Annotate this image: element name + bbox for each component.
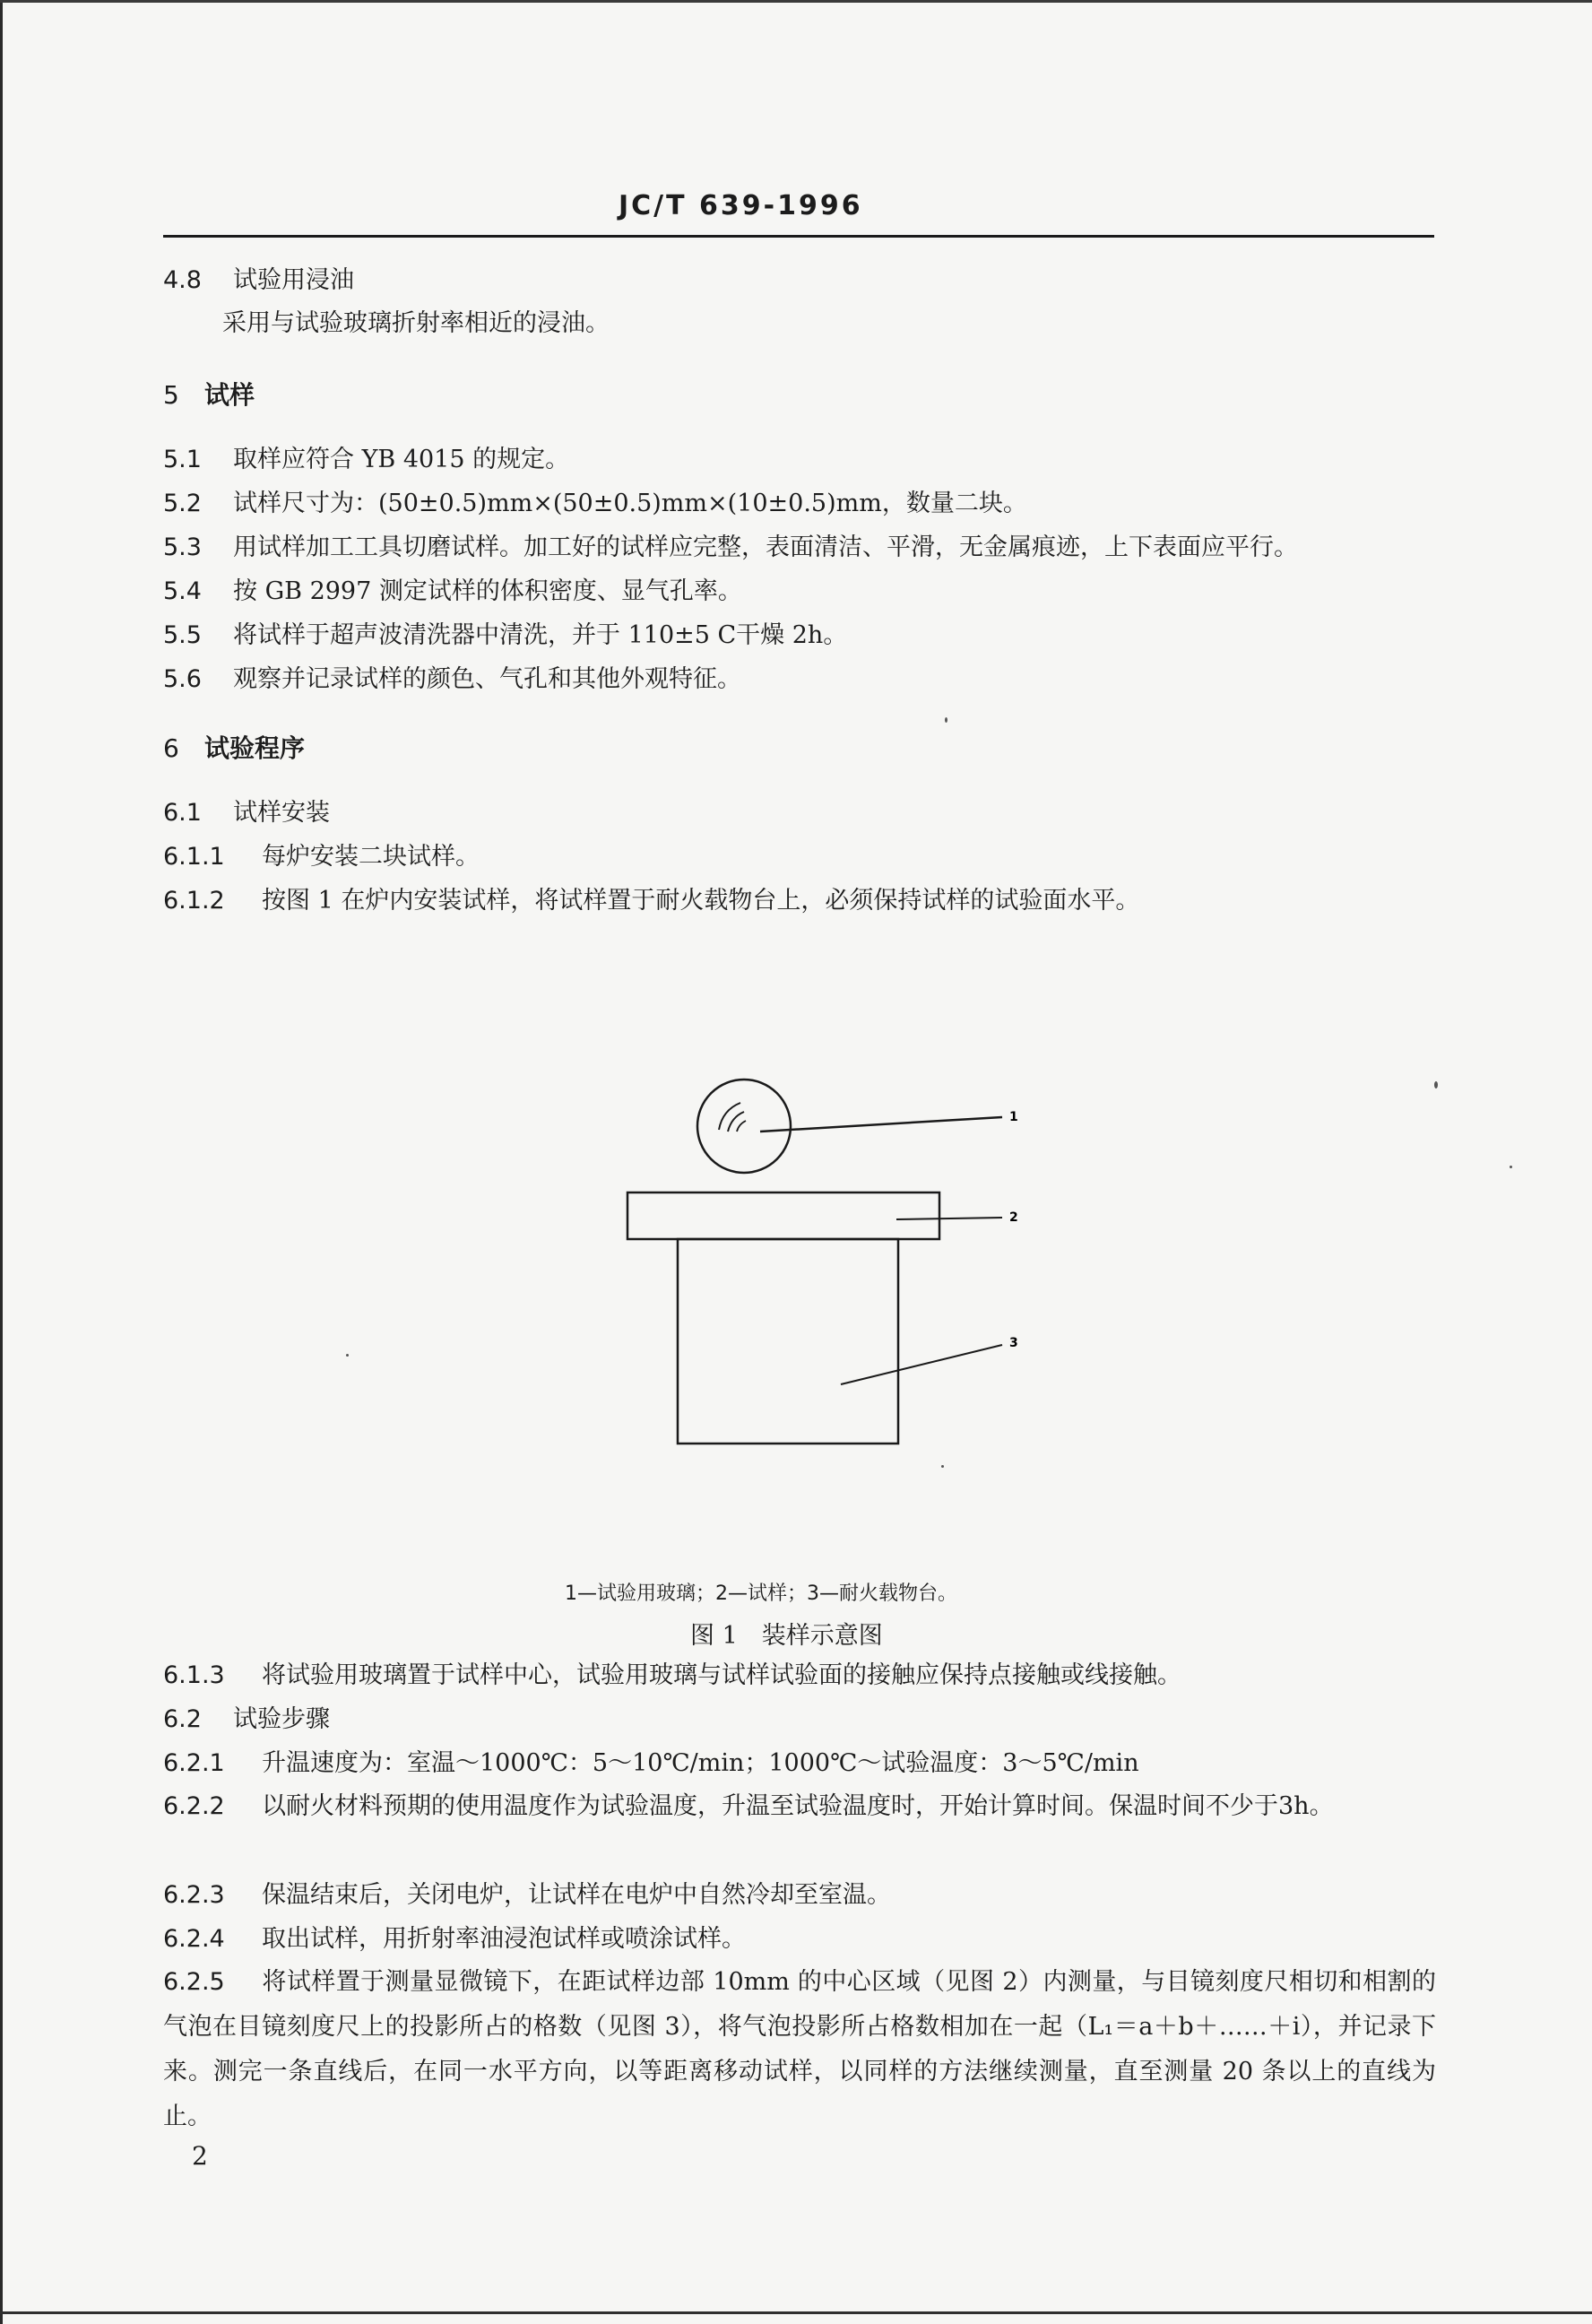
- refractory-stage: [678, 1239, 898, 1444]
- leader-line-1: [760, 1117, 1002, 1132]
- figure-legend: 1—试验用玻璃；2—试样；3—耐火载物台。: [565, 1583, 957, 1605]
- section-5-3: [163, 533, 1298, 563]
- page-edge: [0, 0, 3, 2324]
- section-text: 将试样于超声波清洗器中清洗，并于 110±5 C干燥 2h。: [233, 621, 848, 649]
- section-text: 将试样置于测量显微镜下，在距试样边部 10mm 的中心区域（见图 2）内测量，与目镜刻度尺相切和相割的气泡在目镜刻度尺上的投影所占的格数（见图 3），将气泡投影所占格数相加在一起（L₁＝a＋b＋……＋i），并记录下来。测完一条直线后，在同一水平方向，以等距离移动试样，以同样的方法继续测量，直至测量 20 条以上的直线为止。: [163, 1968, 1436, 2130]
- section-text: 取出试样，用折射率油浸泡试样或喷涂试样。: [262, 1925, 746, 1953]
- section-text: 按 GB 2997 测定试样的体积密度、显气孔率。: [233, 577, 742, 605]
- section-text: 以耐火材料预期的使用温度作为试验温度，升温至试验温度时，开始计算时间。保温时间不少于3h。: [262, 1792, 1334, 1820]
- section-6-2: [163, 1704, 330, 1735]
- section-number: 5: [163, 380, 179, 410]
- figure-caption: 图 1 装样示意图: [690, 1622, 883, 1650]
- scan-speck: [346, 1354, 349, 1357]
- section-6-1-1: [163, 842, 480, 872]
- section-number: 6: [163, 733, 179, 763]
- section-number: 6.1.3: [163, 1661, 225, 1689]
- section-title: 试验程序: [204, 733, 306, 763]
- section-title: 试样: [204, 380, 255, 410]
- scan-speck: [1434, 1081, 1438, 1088]
- glass-highlight: [728, 1112, 744, 1132]
- mounting-diagram: [592, 1067, 1058, 1479]
- section-5-5: [163, 620, 847, 651]
- page-edge: [0, 0, 1592, 3]
- scan-speck: [945, 717, 947, 723]
- callout-2: 2: [1009, 1210, 1018, 1225]
- section-number: 5.4: [163, 577, 202, 605]
- test-glass-sphere: [697, 1080, 791, 1173]
- section-4-8-heading: [163, 265, 354, 296]
- leader-line-2: [896, 1218, 1002, 1219]
- section-text: 用试样加工工具切磨试样。加工好的试样应完整，表面清洁、平滑，无金属痕迹，上下表面应平行。: [233, 533, 1298, 561]
- section-6-1-3: [163, 1661, 1181, 1691]
- section-6-2-1: [163, 1748, 1139, 1779]
- section-text: 保温结束后，关闭电炉，让试样在电炉中自然冷却至室温。: [262, 1881, 891, 1909]
- section-number: 5.6: [163, 665, 202, 693]
- section-number: 6.2.3: [163, 1881, 225, 1909]
- glass-highlight: [737, 1121, 746, 1132]
- section-4-8-text: 采用与试验玻璃折射率相近的浸油。: [222, 309, 610, 337]
- callout-3: 3: [1009, 1336, 1018, 1350]
- section-5-1: [163, 445, 569, 475]
- section-5-heading: [163, 380, 255, 411]
- section-text: 试样尺寸为：(50±0.5)mm×(50±0.5)mm×(10±0.5)mm，数量二块。: [233, 490, 1027, 517]
- section-number: 6.1.1: [163, 843, 225, 871]
- section-number: 6.2.1: [163, 1749, 225, 1777]
- section-number: 6.2.5: [163, 1968, 225, 1996]
- section-number: 5.1: [163, 446, 202, 473]
- callout-1: 1: [1009, 1110, 1018, 1124]
- section-number: 5.3: [163, 533, 202, 561]
- section-number: 6.2.2: [163, 1792, 225, 1820]
- page-edge: [0, 2311, 1592, 2314]
- section-text: 升温速度为：室温～1000℃：5～10℃/min；1000℃～试验温度：3～5℃/min: [262, 1749, 1139, 1777]
- leader-line-3: [841, 1345, 1002, 1384]
- section-6-2-3: [163, 1880, 891, 1911]
- section-text: 每炉安装二块试样。: [262, 843, 480, 871]
- section-title: 试验用浸油: [233, 266, 354, 294]
- section-number: 6.2.4: [163, 1925, 225, 1953]
- section-number: 6.2: [163, 1705, 202, 1733]
- standard-code: JC/T 639-1996: [619, 190, 863, 221]
- section-text: 取样应符合 YB 4015 的规定。: [233, 446, 570, 473]
- section-6-1-2: [163, 886, 1139, 916]
- section-number: 4.8: [163, 266, 202, 294]
- section-6-2-5: [163, 1960, 1436, 2139]
- section-text: 观察并记录试样的颜色、气孔和其他外观特征。: [233, 665, 741, 693]
- section-text: 试验步骤: [233, 1705, 330, 1733]
- page-number: 2: [192, 2141, 208, 2171]
- section-6-1: [163, 798, 330, 828]
- section-text: 试样安装: [233, 799, 330, 827]
- header-rule: [163, 235, 1434, 238]
- section-6-2-4: [163, 1924, 746, 1955]
- section-number: 6.1.2: [163, 887, 225, 915]
- section-text: 将试验用玻璃置于试样中心，试验用玻璃与试样试验面的接触应保持点接触或线接触。: [262, 1661, 1181, 1689]
- specimen-plate: [627, 1192, 939, 1239]
- section-6-2-2: [163, 1784, 1436, 1829]
- section-6-heading: [163, 733, 305, 764]
- section-number: 6.1: [163, 799, 202, 827]
- section-text: 按图 1 在炉内安装试样，将试样置于耐火载物台上，必须保持试样的试验面水平。: [262, 887, 1140, 915]
- section-5-2: [163, 489, 1027, 519]
- scan-speck: [941, 1465, 944, 1468]
- section-number: 5.5: [163, 621, 202, 649]
- scan-speck: [1510, 1166, 1512, 1168]
- section-5-4: [163, 577, 742, 607]
- section-number: 5.2: [163, 490, 202, 517]
- section-5-6: [163, 664, 741, 695]
